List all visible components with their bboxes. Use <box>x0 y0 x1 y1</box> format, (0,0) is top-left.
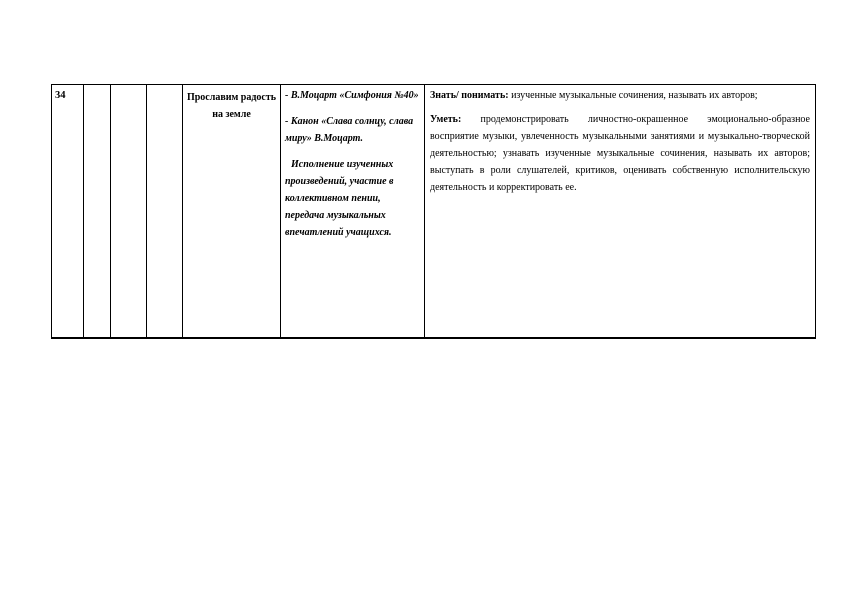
lesson-number-cell <box>52 85 84 338</box>
lesson-number: 34 <box>55 90 66 101</box>
can-text: продемонстрировать личностно-окрашенное эмоционально-образное восприятие музыки, увлеченность музыкальными занятиями и музыкально-творческой деятельностью; узнавать изученные музыкальные сочинения, называть их авторов; выступать в роли слушателей, критиков, оценивать собственную исполнительскую деятельность и корректировать ее. <box>430 114 810 193</box>
know-text: изученные музыкальные сочинения, называть их авторов; <box>508 90 758 101</box>
lesson-topic-cell <box>183 85 281 338</box>
activity-text: Исполнение изученных произведений, участие в коллективном пении, передача музыкальных впечатлений учащихся. <box>285 159 394 238</box>
can-label: Уметь: <box>430 114 462 125</box>
repertoire-item: - В.Моцарт «Симфония №40» <box>285 90 419 101</box>
empty-cell <box>111 85 147 338</box>
know-requirement <box>430 87 810 104</box>
empty-cell <box>147 85 183 338</box>
empty-cell <box>84 85 111 338</box>
repertoire-item: - Канон «Слава солнцу, слава миру» В.Моцарт. <box>285 116 414 144</box>
requirements-cell <box>425 85 816 338</box>
table-row <box>52 85 816 338</box>
can-requirement <box>430 111 810 196</box>
repertoire-cell <box>281 85 425 338</box>
know-label: Знать/ понимать: <box>430 90 509 101</box>
lesson-topic: Прославим радость на земле <box>186 92 277 120</box>
lesson-plan-table <box>51 84 816 339</box>
